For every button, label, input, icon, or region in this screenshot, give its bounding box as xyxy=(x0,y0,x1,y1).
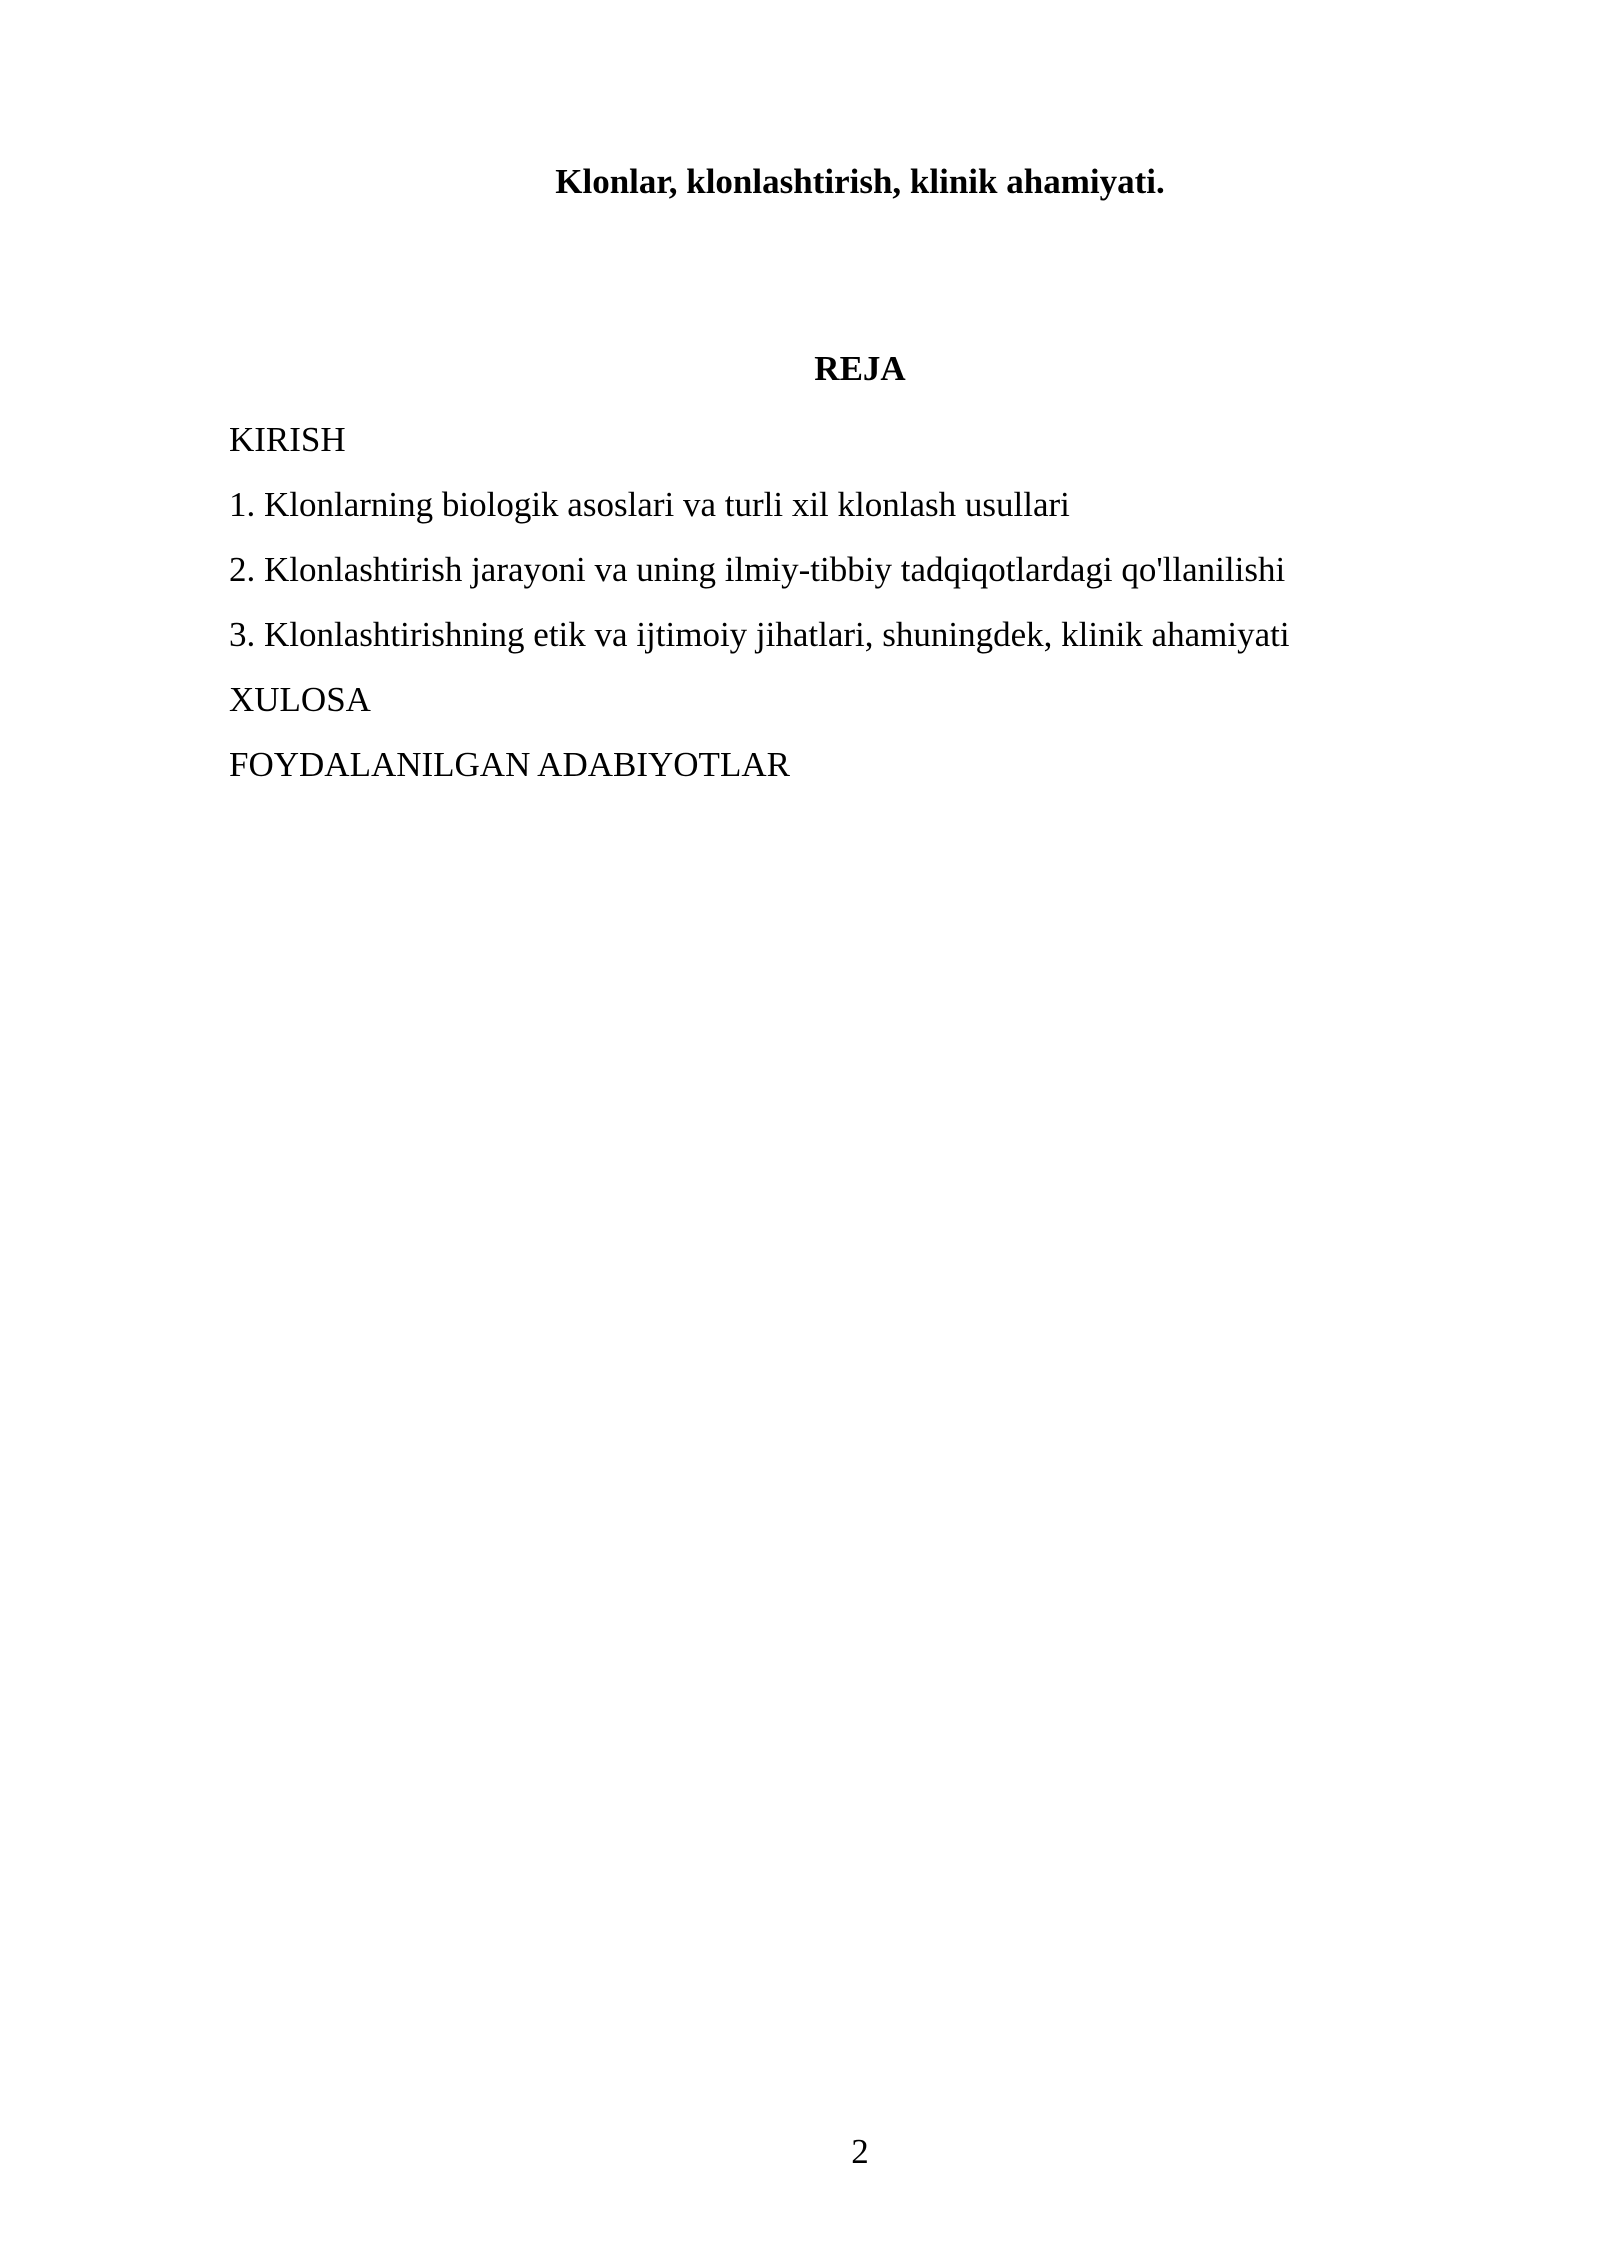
toc-item-section-3: 3. Klonlashtirishning etik va ijtimoiy jihatlari, shuningdek, klinik ahamiyati xyxy=(229,615,1290,654)
toc-item-references: FOYDALANILGAN ADABIYOTLAR xyxy=(229,745,790,784)
page-number: 2 xyxy=(851,2132,869,2171)
toc-item-section-2: 2. Klonlashtirish jarayoni va uning ilmiy-tibbiy tadqiqotlardagi qo'llanilishi xyxy=(229,550,1286,589)
toc-item-conclusion: XULOSA xyxy=(229,680,371,719)
table-of-contents xyxy=(229,418,1429,808)
toc-item-section-1: 1. Klonlarning biologik asoslari va turli xil klonlash usullari xyxy=(229,485,1070,524)
toc-item-introduction: KIRISH xyxy=(229,420,346,459)
plan-heading: REJA xyxy=(814,349,906,388)
document-title: Klonlar, klonlashtirish, klinik ahamiyati. xyxy=(555,162,1165,201)
